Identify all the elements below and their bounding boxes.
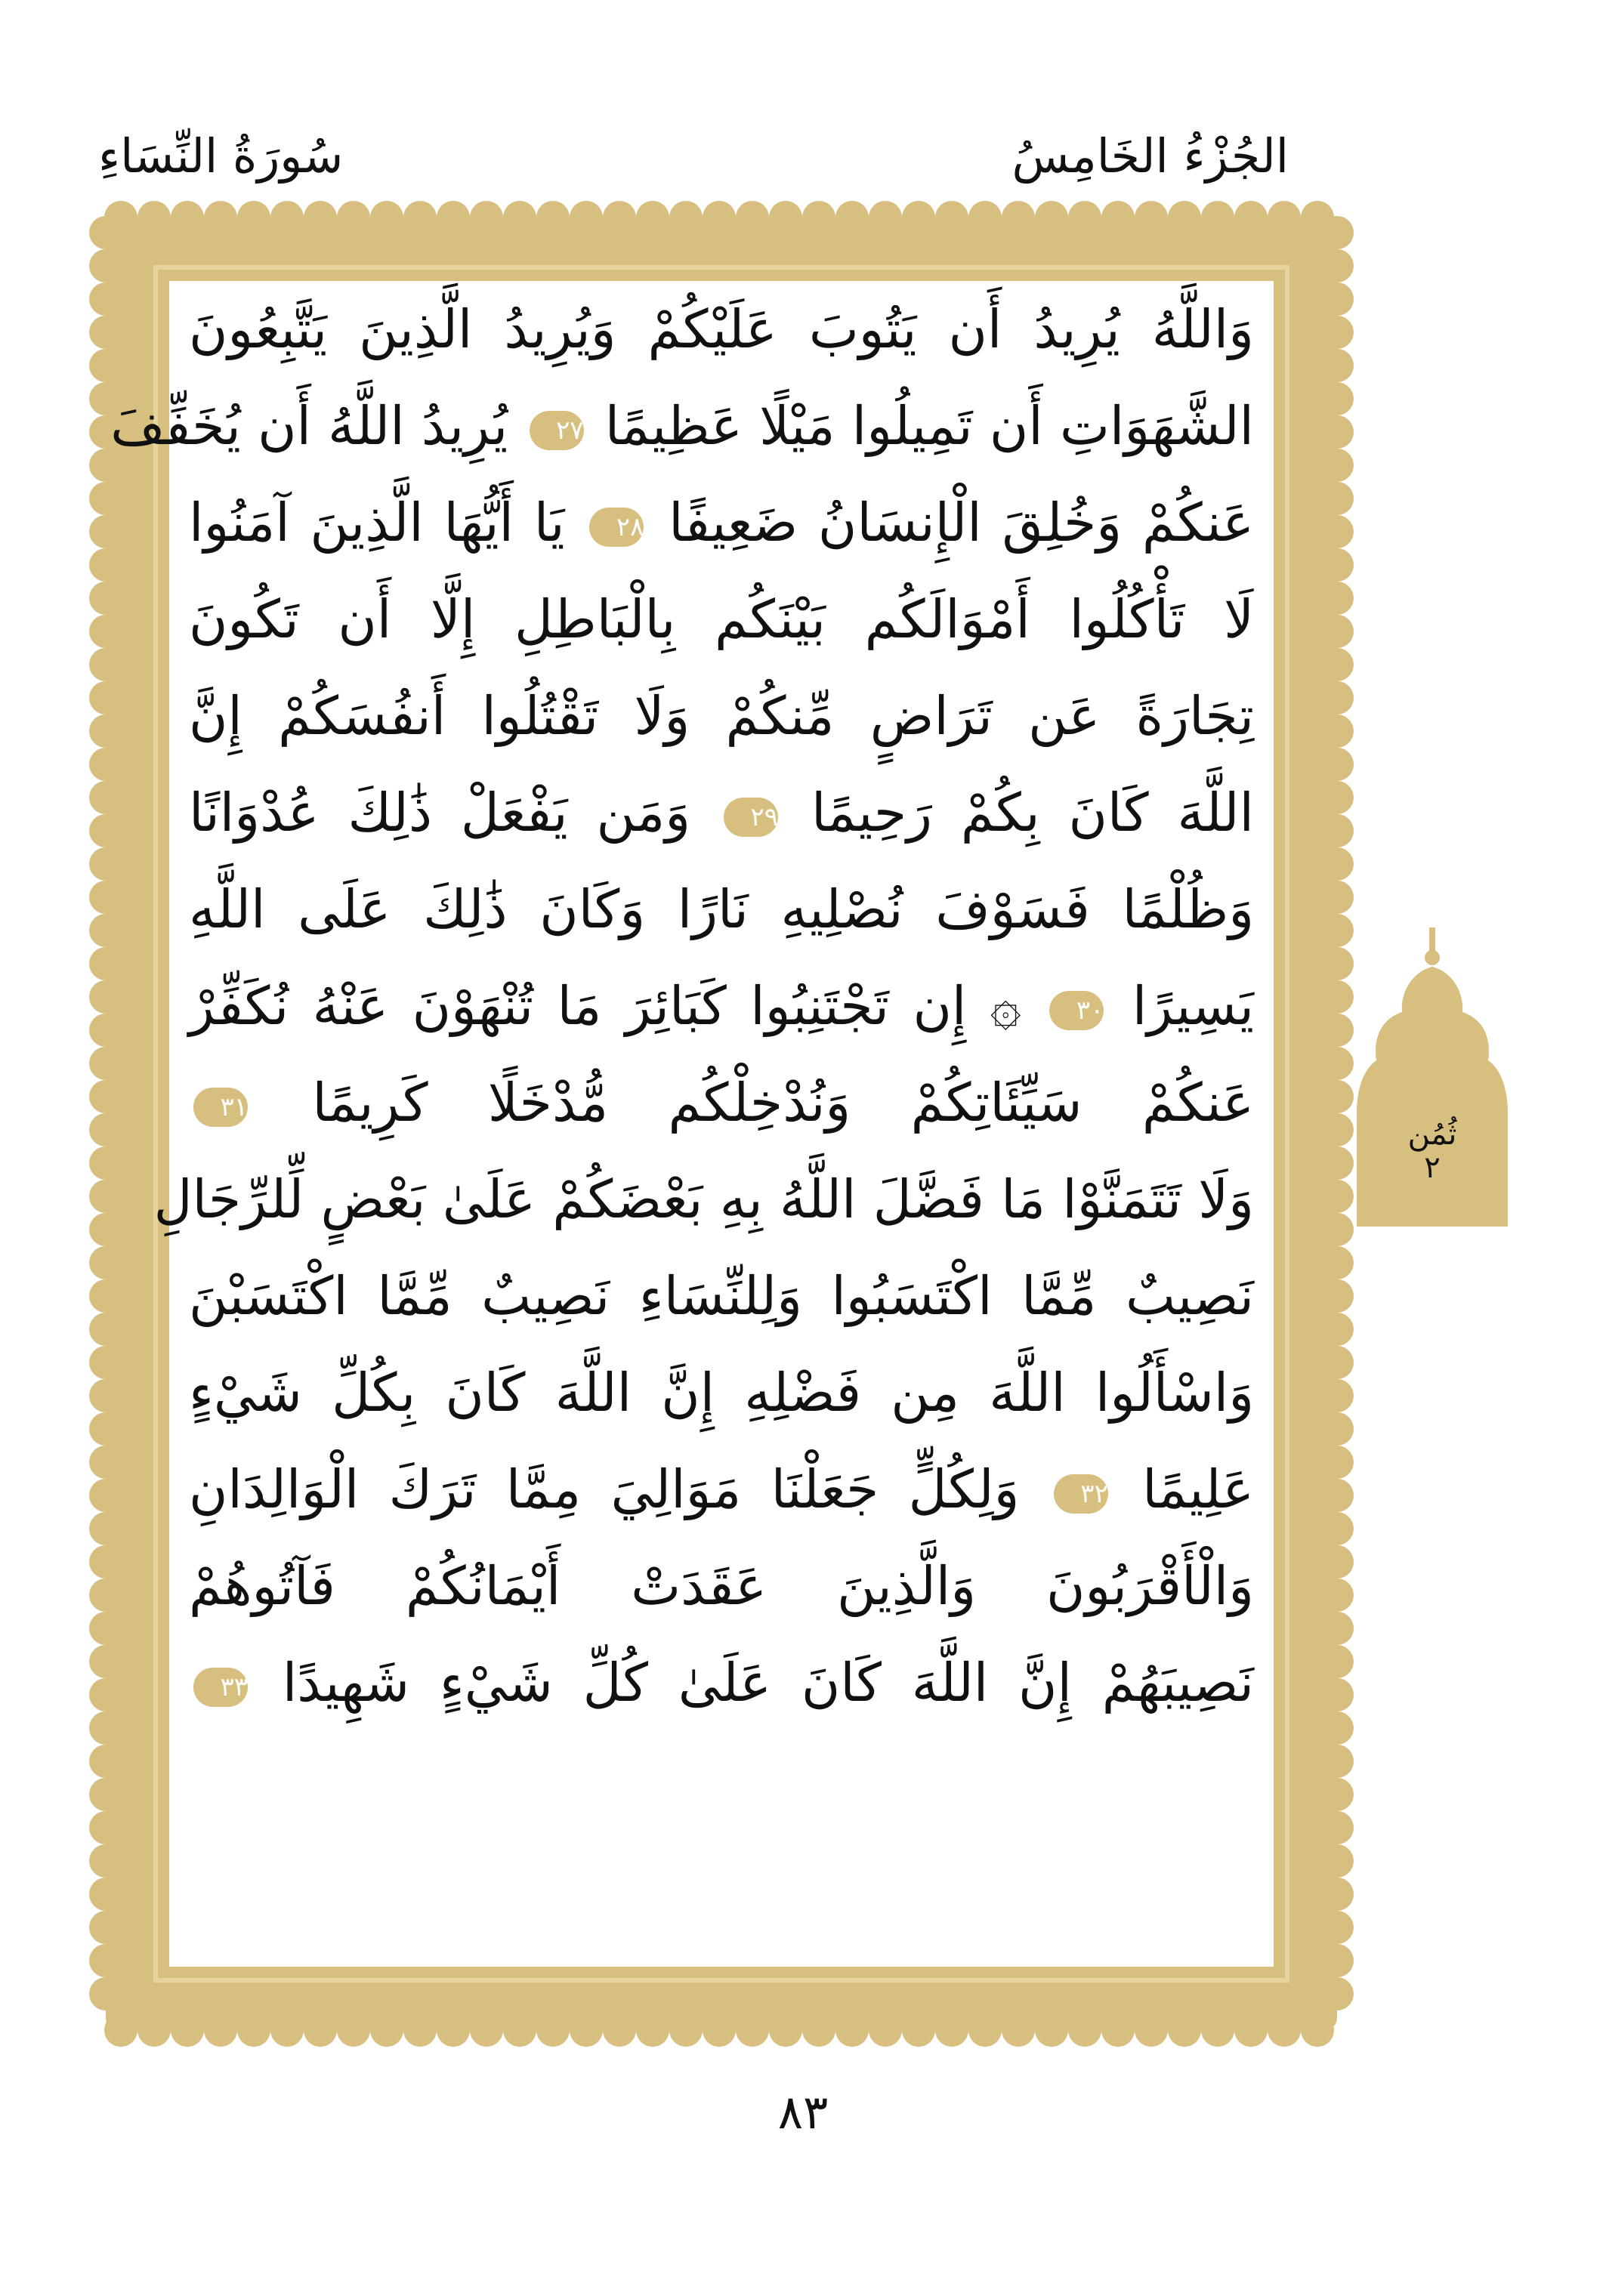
frame-scallop (1168, 201, 1201, 234)
verse-text-area (110, 281, 1274, 1967)
verse-text: تِجَارَةً عَن تَرَاضٍ مِّنكُمْ وَلَا تَقْتُلُوا أَنفُسَكُمْ إِنَّ (189, 685, 1254, 747)
frame-scallop (736, 2014, 769, 2047)
frame-scallop (89, 980, 122, 1014)
frame-scallop (89, 615, 122, 648)
verse-line-9 (189, 1054, 1254, 1151)
frame-scallop (89, 548, 122, 582)
frame-scallop (736, 201, 769, 234)
frame-scallop (536, 201, 570, 234)
frame-scallop (703, 201, 736, 234)
frame-scallop (171, 2014, 204, 2047)
frame-scallop (669, 201, 703, 234)
frame-scallop (1234, 201, 1268, 234)
frame-scallop (1320, 216, 1354, 249)
frame-scallop (603, 201, 636, 234)
frame-scallop (1234, 2014, 1268, 2047)
verse-line-12 (189, 1344, 1254, 1441)
frame-scallop (1320, 1446, 1354, 1479)
frame-scallop (89, 1977, 122, 2011)
frame-scallop (89, 1944, 122, 1977)
frame-scallop (403, 201, 437, 234)
frame-scallop (1301, 2014, 1334, 2047)
frame-scallop (89, 1379, 122, 1412)
ayah-number-marker: ٢٩ (724, 798, 778, 837)
frame-scallop (89, 1146, 122, 1180)
frame-scallop (1101, 2014, 1135, 2047)
frame-scallop (89, 1246, 122, 1279)
frame-scallop (902, 201, 935, 234)
frame-scallop (935, 2014, 968, 2047)
frame-scallop (1320, 1146, 1354, 1180)
frame-scallop (89, 1844, 122, 1878)
frame-scallop (204, 201, 237, 234)
frame-scallop (204, 2014, 237, 2047)
frame-scallop (337, 2014, 370, 2047)
verse-text: يُرِيدُ اللَّهُ أَن يُخَفِّفَ (110, 395, 508, 457)
verse-line-14 (189, 1538, 1254, 1634)
frame-scallop (1068, 201, 1101, 234)
frame-scallop (636, 201, 669, 234)
frame-scallop (1320, 1645, 1354, 1678)
verse-line-13 (189, 1441, 1254, 1538)
frame-scallop (89, 1446, 122, 1479)
verse-text: وَمَن يَفْعَلْ ذَٰلِكَ عُدْوَانًا (189, 782, 691, 844)
frame-scallop (89, 515, 122, 548)
frame-scallop (869, 201, 902, 234)
frame-scallop (1320, 648, 1354, 681)
frame-scallop (1320, 814, 1354, 847)
frame-scallop (89, 847, 122, 881)
verse-line-4 (189, 571, 1254, 668)
frame-scallop (270, 201, 304, 234)
hizb-label-number: ٢ (1424, 1150, 1441, 1185)
frame-scallop (1068, 2014, 1101, 2047)
frame-scallop (89, 1711, 122, 1745)
frame-scallop (89, 1479, 122, 1512)
frame-scallop (802, 201, 835, 234)
frame-scallop (304, 2014, 337, 2047)
verse-line-8 (189, 958, 1254, 1054)
verse-line-6 (189, 764, 1254, 861)
frame-scallop (89, 681, 122, 714)
frame-scallop (89, 1578, 122, 1612)
frame-scallop (1320, 548, 1354, 582)
ayah-number-marker: ٣١ (193, 1088, 248, 1127)
frame-scallop (1320, 1678, 1354, 1711)
verse-line-10 (153, 1151, 1254, 1248)
frame-scallop (1320, 415, 1354, 449)
surah-title: سُورَةُ النِّسَاءِ (98, 128, 344, 184)
frame-scallop (1320, 1944, 1354, 1977)
frame-scallop (835, 2014, 869, 2047)
frame-scallop (89, 1279, 122, 1313)
frame-scallop (1320, 1745, 1354, 1778)
frame-scallop (669, 2014, 703, 2047)
frame-scallop (968, 2014, 1002, 2047)
frame-scallop (1320, 1279, 1354, 1313)
frame-scallop (1320, 681, 1354, 714)
frame-scallop (570, 2014, 603, 2047)
ayah-number-marker: ٣٠ (1049, 991, 1104, 1030)
frame-scallop (1320, 1844, 1354, 1878)
frame-scallop (89, 1113, 122, 1146)
frame-scallop (1135, 201, 1168, 234)
verse-text: وَلِكُلٍّ جَعَلْنَا مَوَالِيَ مِمَّا تَرَكَ الْوَالِدَانِ (189, 1458, 1020, 1520)
frame-scallop (1268, 2014, 1301, 2047)
frame-scallop (89, 582, 122, 615)
frame-scallop (89, 282, 122, 316)
frame-scallop (503, 201, 536, 234)
verse-line-11 (189, 1248, 1254, 1344)
frame-scallop (237, 2014, 270, 2047)
frame-scallop (1135, 2014, 1168, 2047)
frame-scallop (1035, 201, 1068, 234)
frame-scallop (89, 781, 122, 814)
frame-scallop (89, 914, 122, 947)
verse-line-15 (189, 1634, 1254, 1731)
frame-scallop (636, 2014, 669, 2047)
frame-scallop (1320, 1778, 1354, 1811)
frame-scallop (89, 1080, 122, 1113)
verse-line-7 (189, 861, 1254, 958)
frame-scallop (1320, 781, 1354, 814)
frame-scallop (1320, 382, 1354, 415)
frame-scallop (1320, 1379, 1354, 1412)
frame-scallop (89, 1512, 122, 1545)
frame-scallop (89, 1612, 122, 1645)
frame-scallop (89, 947, 122, 980)
frame-scallop (403, 2014, 437, 2047)
frame-scallop (89, 1313, 122, 1346)
ayah-number-marker: ٣٢ (1054, 1474, 1108, 1514)
frame-scallop (835, 201, 869, 234)
verse-line-5 (189, 668, 1254, 764)
frame-scallop (1320, 316, 1354, 349)
frame-scallop (1320, 482, 1354, 515)
frame-scallop (437, 201, 470, 234)
frame-scallop (1320, 881, 1354, 914)
frame-scallop (802, 2014, 835, 2047)
ayah-number-marker: ٢٧ (530, 411, 584, 450)
frame-scallop (902, 2014, 935, 2047)
frame-scallop (89, 1911, 122, 1944)
frame-scallop (89, 1014, 122, 1047)
frame-scallop (89, 1346, 122, 1379)
frame-scallop (437, 2014, 470, 2047)
ayah-number-marker: ٢٨ (589, 508, 644, 547)
verse-text: عَلِيمًا (1142, 1458, 1254, 1520)
verse-line-1 (189, 281, 1254, 378)
frame-scallop (1320, 914, 1354, 947)
frame-scallop (89, 1047, 122, 1080)
frame-scallop (1320, 515, 1354, 548)
hizb-marker-label (1357, 1118, 1508, 1184)
frame-scallop (1320, 714, 1354, 748)
frame-scallop (1201, 201, 1234, 234)
frame-scallop (1320, 1412, 1354, 1446)
frame-scallop (270, 2014, 304, 2047)
frame-scallop (1002, 2014, 1035, 2047)
frame-scallop (1320, 1180, 1354, 1213)
frame-scallop (603, 2014, 636, 2047)
frame-scallop (1320, 1711, 1354, 1745)
frame-scallop (703, 2014, 736, 2047)
frame-scallop (237, 201, 270, 234)
frame-scallop (89, 881, 122, 914)
frame-scallop (89, 1213, 122, 1246)
frame-scallop (1320, 449, 1354, 482)
frame-scallop (89, 1745, 122, 1778)
frame-scallop (536, 2014, 570, 2047)
frame-scallop (104, 2014, 137, 2047)
frame-scallop (1320, 1047, 1354, 1080)
frame-scallop (89, 316, 122, 349)
frame-scallop (1320, 1246, 1354, 1279)
frame-scallop (89, 249, 122, 282)
juz-title: الجُزْءُ الخَامِسُ (1011, 128, 1289, 184)
frame-scallop (137, 2014, 171, 2047)
frame-scallop (1320, 282, 1354, 316)
frame-scallop (968, 201, 1002, 234)
frame-scallop (89, 216, 122, 249)
frame-scallop (89, 482, 122, 515)
frame-scallop (89, 1645, 122, 1678)
verse-text: يَسِيرًا (1132, 975, 1254, 1037)
frame-scallop (1320, 1213, 1354, 1246)
frame-scallop (337, 201, 370, 234)
verse-text: وَاللَّهُ يُرِيدُ أَن يَتُوبَ عَلَيْكُمْ وَيُرِيدُ الَّذِينَ يَتَّبِعُونَ (189, 298, 1254, 360)
frame-scallop (1320, 847, 1354, 881)
frame-scallop (1035, 2014, 1068, 2047)
ayah-number-marker: ٣٣ (193, 1668, 248, 1707)
frame-scallop (89, 1180, 122, 1213)
frame-scallop (1320, 249, 1354, 282)
frame-scallop (1320, 582, 1354, 615)
verse-text: وَلَا تَتَمَنَّوْا مَا فَضَّلَ اللَّهُ بِهِ بَعْضَكُمْ عَلَىٰ بَعْضٍ لِّلرِّجَالِ (153, 1168, 1254, 1230)
frame-scallop (769, 2014, 802, 2047)
frame-scallop (1268, 201, 1301, 234)
frame-scallop (89, 814, 122, 847)
frame-scallop (1320, 1811, 1354, 1844)
frame-scallop (1320, 1545, 1354, 1578)
frame-scallop (1320, 1080, 1354, 1113)
frame-scallop (1320, 615, 1354, 648)
verse-text: اللَّهَ كَانَ بِكُمْ رَحِيمًا (811, 782, 1254, 844)
verse-text: وَالْأَقْرَبُونَ وَالَّذِينَ عَقَدَتْ أَيْمَانُكُمْ فَآتُوهُمْ (189, 1555, 1254, 1617)
frame-scallop (1320, 1977, 1354, 2011)
frame-scallop (89, 648, 122, 681)
frame-scallop (869, 2014, 902, 2047)
frame-scallop (1320, 1313, 1354, 1346)
verse-line-2 (110, 378, 1254, 474)
frame-scallop (1320, 1014, 1354, 1047)
frame-scallop (503, 2014, 536, 2047)
frame-scallop (89, 714, 122, 748)
frame-scallop (171, 201, 204, 234)
frame-scallop (1320, 980, 1354, 1014)
frame-scallop (1320, 1346, 1354, 1379)
verse-text: عَنكُمْ وَخُلِقَ الْإِنسَانُ ضَعِيفًا (669, 492, 1254, 554)
verse-text: ۞ إِن تَجْتَنِبُوا كَبَائِرَ مَا تُنْهَوْنَ عَنْهُ نُكَفِّرْ (189, 975, 1021, 1037)
verse-text: نَصِيبٌ مِّمَّا اكْتَسَبُوا وَلِلنِّسَاءِ نَصِيبٌ مِّمَّا اكْتَسَبْنَ (189, 1265, 1254, 1327)
frame-scallop (470, 2014, 503, 2047)
frame-scallop (1320, 947, 1354, 980)
frame-scallop (89, 1678, 122, 1711)
frame-scallop (304, 201, 337, 234)
verse-text: لَا تَأْكُلُوا أَمْوَالَكُم بَيْنَكُم بِالْبَاطِلِ إِلَّا أَن تَكُونَ (189, 588, 1254, 650)
frame-scallop (1320, 1578, 1354, 1612)
frame-scallop (1201, 2014, 1234, 2047)
frame-scallop (1320, 1878, 1354, 1911)
frame-scallop (1320, 1479, 1354, 1512)
hizb-label-word: ثُمُن (1407, 1117, 1457, 1152)
frame-scallop (370, 201, 403, 234)
frame-scallop (1168, 2014, 1201, 2047)
frame-scallop (1002, 201, 1035, 234)
verse-text: وَاسْأَلُوا اللَّهَ مِن فَضْلِهِ إِنَّ اللَّهَ كَانَ بِكُلِّ شَيْءٍ (189, 1362, 1254, 1424)
frame-scallop (89, 1545, 122, 1578)
page-number: ٨٣ (777, 2085, 829, 2140)
frame-scallop (89, 1811, 122, 1844)
frame-scallop (89, 1412, 122, 1446)
verse-line-3 (189, 474, 1254, 571)
frame-scallop (570, 201, 603, 234)
frame-scallop (1320, 1113, 1354, 1146)
frame-scallop (470, 201, 503, 234)
frame-scallop (1320, 1612, 1354, 1645)
frame-scallop (1320, 349, 1354, 382)
verse-text: الشَّهَوَاتِ أَن تَمِيلُوا مَيْلًا عَظِيمًا (604, 395, 1254, 457)
frame-scallop (370, 2014, 403, 2047)
frame-scallop (89, 748, 122, 781)
verse-text: وَظُلْمًا فَسَوْفَ نُصْلِيهِ نَارًا وَكَانَ ذَٰلِكَ عَلَى اللَّهِ (189, 878, 1254, 940)
frame-scallop (137, 201, 171, 234)
frame-scallop (1320, 748, 1354, 781)
verse-text: نَصِيبَهُمْ إِنَّ اللَّهَ كَانَ عَلَىٰ كُلِّ شَيْءٍ شَهِيدًا (282, 1652, 1254, 1714)
verse-text: يَا أَيُّهَا الَّذِينَ آمَنُوا (189, 492, 565, 554)
frame-scallop (1320, 1512, 1354, 1545)
frame-scallop (1320, 1911, 1354, 1944)
frame-scallop (89, 1878, 122, 1911)
frame-scallop (935, 201, 968, 234)
frame-scallop (89, 1778, 122, 1811)
verse-text: عَنكُمْ سَيِّئَاتِكُمْ وَنُدْخِلْكُم مُّدْخَلًا كَرِيمًا (312, 1072, 1254, 1134)
frame-scallop (1101, 201, 1135, 234)
frame-scallop (769, 201, 802, 234)
